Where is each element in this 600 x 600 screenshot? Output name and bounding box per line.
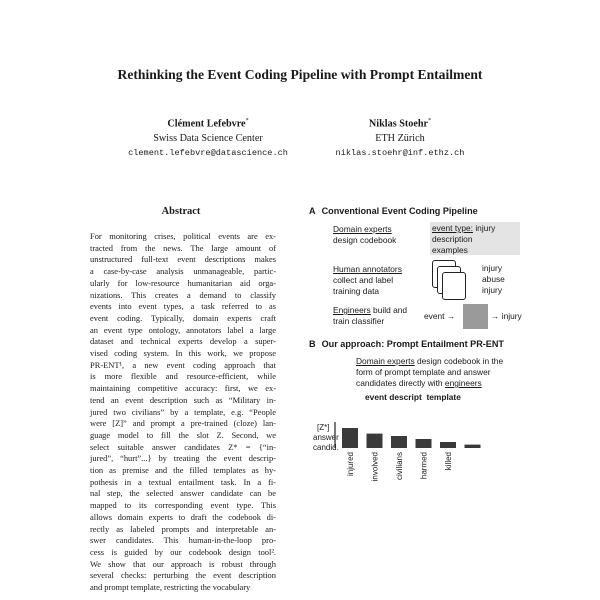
train-classifier-label: train classifier <box>333 316 385 326</box>
collect-label: collect and label <box>333 275 394 285</box>
figure-section-b-title <box>309 339 504 349</box>
abstract-line: events into event types, a task referred to as <box>90 301 276 312</box>
section-letter: A <box>309 206 316 216</box>
abstract-line: allows domain experts to draft the codebook di- <box>90 511 276 522</box>
paper-title: Rethinking the Event Coding Pipeline with Prompt Entailment <box>117 67 483 82</box>
label-item: abuse <box>482 274 505 284</box>
tick-label-civilians: civilians <box>395 452 404 481</box>
figure-section-a-title <box>309 206 478 216</box>
event-input-label: event → <box>424 311 456 321</box>
abstract-line: swer candidates. This human-in-the-loop pro- <box>90 535 276 546</box>
abstract-line: tion as premise and the filled templates as hy- <box>90 465 276 476</box>
author-block-1 <box>108 114 308 161</box>
bar-involved <box>367 434 383 448</box>
abstract-body <box>90 231 276 594</box>
abstract-line: jured”, “hurt”...} by treating the event descrip- <box>90 453 276 464</box>
classifier-output-label: → injury <box>491 311 522 321</box>
label-item: injury <box>482 263 503 273</box>
abstract-line: is more flexible and resource-efficient, while <box>90 371 276 382</box>
abstract-line: an event type ontology, annotators label a large <box>90 324 276 335</box>
codebook-card-text <box>432 223 495 256</box>
examples-label: examples <box>432 245 468 255</box>
abstract-line: unstructured full-text event descriptions makes <box>90 254 276 265</box>
abstract-line: PR-ENT¹, a new event coding approach that <box>90 359 276 370</box>
abstract-line: rectly as labeled prompts and interpretable an- <box>90 523 276 534</box>
abstract-heading: Abstract <box>161 206 201 217</box>
abstract-line: cess is guided by our codebook design tool². <box>90 546 276 557</box>
answer-candidates-chart <box>330 420 530 490</box>
author-affiliation: ETH Zürich <box>375 133 425 145</box>
tick-label-injured: injured <box>346 452 355 477</box>
section-letter: B <box>309 339 316 349</box>
abstract-line: vised coding system. In this work, we propose <box>90 348 276 359</box>
z-star-label: [Z*] <box>317 423 330 432</box>
bar-harmed <box>416 439 432 448</box>
author-name: Clément Lefebvre <box>167 118 246 130</box>
bar-item-5 <box>465 445 481 448</box>
build-and-label: build and <box>370 305 408 315</box>
classifier-box <box>463 304 488 329</box>
abstract-line: jured two civilians” by a template, e.g. “People <box>90 406 276 417</box>
template-label: event descript template <box>365 392 461 402</box>
author-block-2 <box>300 114 500 161</box>
design-codebook-label: design codebook <box>333 235 397 245</box>
section-title-text: Our approach: Prompt Entailment PR-ENT <box>321 339 504 349</box>
abstract-line: and prompt template, restricting the vocabulary <box>90 582 251 593</box>
candid-label: candid. <box>313 443 339 452</box>
abstract-line: pothesis in a textual entailment task. In a fi- <box>90 476 276 487</box>
event-type-label: event type: <box>432 223 473 233</box>
tick-label-involved: involved <box>370 452 380 482</box>
engineers-label: engineers <box>444 378 482 388</box>
abstract-line: a case-by-case analysis unmanageable, partic- <box>90 266 276 277</box>
abstract-line: tracted from the news. The large amount of <box>90 242 276 253</box>
abstract-line: nal step, the selected answer candidate can be <box>90 488 276 499</box>
abstract-line: tend an event description such as “Military in- <box>90 394 276 405</box>
author-email[interactable]: niklas.stoehr@inf.ethz.ch <box>335 148 465 159</box>
abstract-line: maintaining competitive accuracy: first, we ex- <box>90 383 276 394</box>
abstract-line: several checks: perturbing the event description <box>90 570 276 581</box>
tick-label-harmed: harmed <box>419 452 429 480</box>
label-item: injury <box>482 285 503 295</box>
author-mark: * <box>428 118 432 124</box>
abstract-line: select suitable answer candidates Z* = {“in- <box>90 441 276 452</box>
abstract-line: mapped to its corresponding event type. This <box>90 500 276 511</box>
answer-label: answer <box>313 433 339 442</box>
chart-tick-labels <box>346 452 453 481</box>
abstract-line: nizations. This creates a demand to classify <box>90 289 276 300</box>
section-title-text: Conventional Event Coding Pipeline <box>321 206 478 216</box>
training-data-label: training data <box>333 286 380 296</box>
abstract-line: We show that our approach is robust through <box>90 558 276 569</box>
description-label: description <box>432 234 473 244</box>
abstract-line: were [Z]” and prompt a pre-trained (cloze) lan- <box>90 418 276 429</box>
abstract-line: For monitoring crises, political events are ex- <box>90 231 276 241</box>
tick-label-killed: killed <box>444 452 453 471</box>
author-affiliation: Swiss Data Science Center <box>153 133 263 145</box>
author-mark: * <box>245 118 249 124</box>
bar-killed <box>440 442 456 448</box>
approach-description <box>356 356 526 389</box>
human-annotators-step <box>333 264 402 297</box>
abstract-line: event coding. Typically, domain experts craft <box>90 312 276 323</box>
abstract-line: guage model to fill the slot Z. Second, we <box>90 429 276 440</box>
author-name: Niklas Stoehr <box>368 118 429 130</box>
abstract-line: dataset and technical experts develop a super- <box>90 336 276 347</box>
document-icon <box>442 272 466 300</box>
bar-civilians <box>391 436 407 448</box>
chart-bars <box>342 428 481 448</box>
domain-experts-label: Domain experts <box>356 356 415 366</box>
description-line: form of prompt template and answer <box>356 367 491 377</box>
event-type-value: injury <box>475 223 496 233</box>
description-line: design codebook in the <box>414 356 504 366</box>
domain-experts-step <box>333 224 396 246</box>
author-email[interactable]: clement.lefebvre@datascience.ch <box>128 148 288 159</box>
description-line: candidates directly with <box>356 378 445 388</box>
bar-injured <box>342 428 358 448</box>
abstract-line: ularly for low-resource humanitarian aid orga- <box>90 277 276 288</box>
engineers-step <box>333 305 407 327</box>
human-annotators-label: Human annotators <box>333 264 402 274</box>
domain-experts-label: Domain experts <box>333 224 392 234</box>
engineers-label: Engineers <box>333 305 371 315</box>
annotation-labels <box>482 263 505 296</box>
